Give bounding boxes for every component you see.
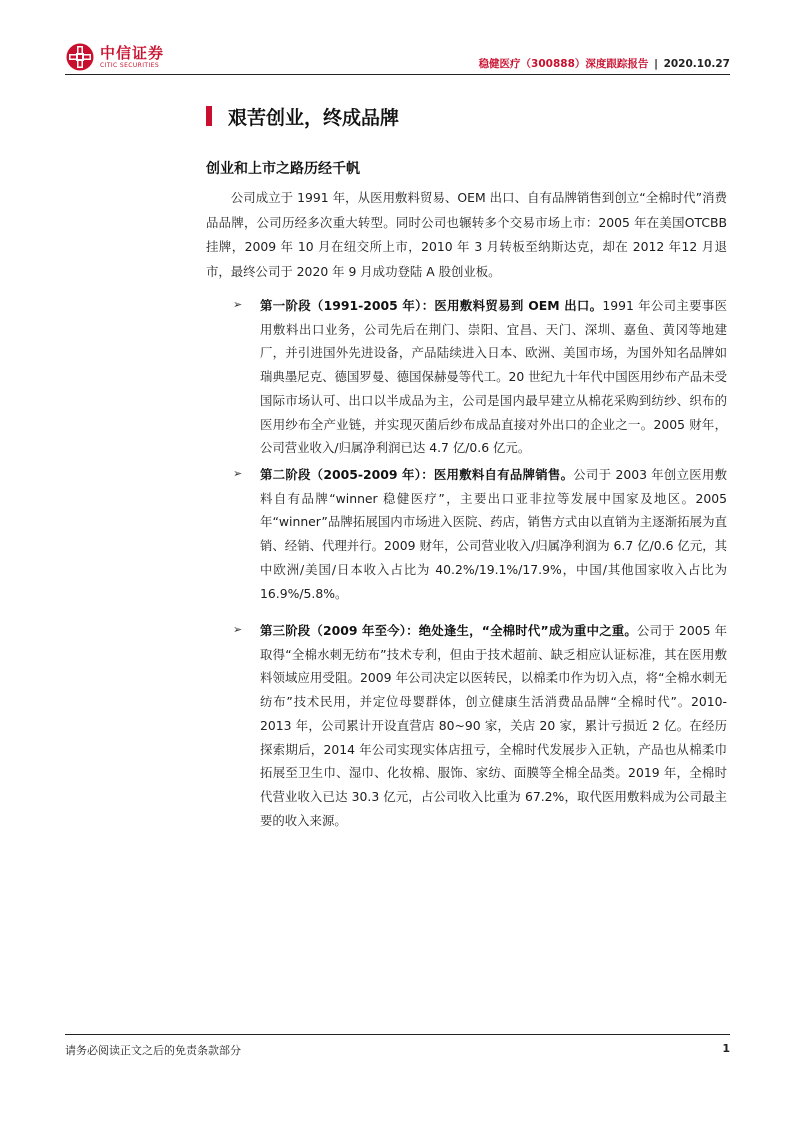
stage-body: 公司于 2003 年创立医用敷料自有品牌“winner 稳健医疗”，主要出口亚非拉等发展中国家及地区。2005 年“winner”品牌拓展国内市场进入医院、药店，销售方式由以直销为主逐渐拓展为直销、经销、代理并行。2009 财年，公司营业收入/归属净利润为 6.7 亿/0.6 亿元，其中欧洲/美国/日本收入占比为 40.2%/19.1%/17.9%，中国/其他国家收入占比为 16.9%/5.8%。 xyxy=(260,467,727,601)
citic-logo-icon xyxy=(65,42,95,72)
stage-body: 公司于 2005 年取得“全棉水刺无纺布”技术专利，但由于技术超前、缺乏相应认证标准，其在医用敷料领域应用受阻。2009 年公司决定以医转民，以棉柔巾作为切入点，将“全棉水刺无纺布”技术民用，并定位母婴群体，创立健康生活消费品品牌“全棉时代”。2010-2013 年，公司累计开设直营店 80~90 家，关店 20 家，累计亏损近 2 亿。在经历探索期后，2014 年公司实现实体店扭亏，全棉时代发展步入正轨，产品也从棉柔巾拓展至卫生巾、湿巾、化妆棉、服饰、家纺、面膜等全棉全品类。2019 年，全棉时代营业收入已达 30.3 亿元，占公司收入比重为 67.2%，取代医用敷料成为公司最主要的收入来源。 xyxy=(260,623,727,828)
section-title: 艰苦创业，终成品牌 xyxy=(228,107,400,129)
section-marker xyxy=(206,106,212,126)
header-divider xyxy=(65,74,730,75)
stage-body: 1991 年公司主要事医用敷料出口业务，公司先后在荆门、崇阳、宜昌、天门、深圳、嘉鱼、黄冈等地建厂，并引进国外先进设备，产品陆续进入日本、欧洲、美国市场，为国外知名品牌如瑞典墨尼克、德国罗曼、德国保赫曼等代工。20 世纪九十年代中国医用纱布产品未受国际市场认可、出口以半成品为主，公司是国内最早建立从棉花采购到纺纱、织布的医用纱布全产业链，并实现灭菌后纱布成品直接对外出口的企业之一。2005 财年，公司营业收入/归属净利润已达 4.7 亿/0.6 亿元。 xyxy=(260,298,727,456)
company-logo xyxy=(65,40,185,76)
arrow-bullet-icon: ➢ xyxy=(233,623,243,636)
disclaimer-note: 请务必阅读正文之后的免责条款部分 xyxy=(65,1044,241,1057)
arrow-bullet-icon: ➢ xyxy=(233,298,243,311)
page-number: 1 xyxy=(722,1042,730,1055)
footer-divider xyxy=(65,1034,730,1035)
logo-english-name: CITIC SECURITIES xyxy=(100,62,160,69)
subsection-title: 创业和上市之路历经千帆 xyxy=(206,161,360,177)
stage-text xyxy=(260,463,727,605)
stage-item xyxy=(233,463,727,605)
arrow-bullet-icon: ➢ xyxy=(233,467,243,480)
report-date: 2020.10.27 xyxy=(663,58,730,70)
stage-text xyxy=(260,619,727,832)
stage-heading: 第一阶段（1991-2005 年）：医用敷料贸易到 OEM 出口。 xyxy=(260,298,603,313)
header-separator: | xyxy=(654,58,658,70)
stage-item xyxy=(233,294,727,460)
report-title: 稳健医疗（300888）深度跟踪报告 xyxy=(478,58,649,70)
intro-paragraph: 公司成立于 1991 年，从医用敷料贸易、OEM 出口、自有品牌销售到创立“全棉时代”消费品品牌，公司历经多次重大转型。同时公司也辗转多个交易市场上市：2005 年在美国OTCBB 挂牌，2009 年 10 月在纽交所上市，2010 年 3 月转板至纳斯达克，却在 2012 年12 月退市，最终公司于 2020 年 9 月成功登陆 A 股创业板。 xyxy=(206,190,727,279)
stage-heading: 第二阶段（2005-2009 年）：医用敷料自有品牌销售。 xyxy=(260,467,574,482)
stage-heading: 第三阶段（2009 年至今）：绝处逢生，“全棉时代”成为重中之重。 xyxy=(260,623,637,638)
logo-chinese-name: 中信证券 xyxy=(100,44,165,62)
stage-item xyxy=(233,619,727,832)
report-info xyxy=(479,56,730,71)
stage-text xyxy=(260,294,727,460)
page-header xyxy=(65,40,730,76)
